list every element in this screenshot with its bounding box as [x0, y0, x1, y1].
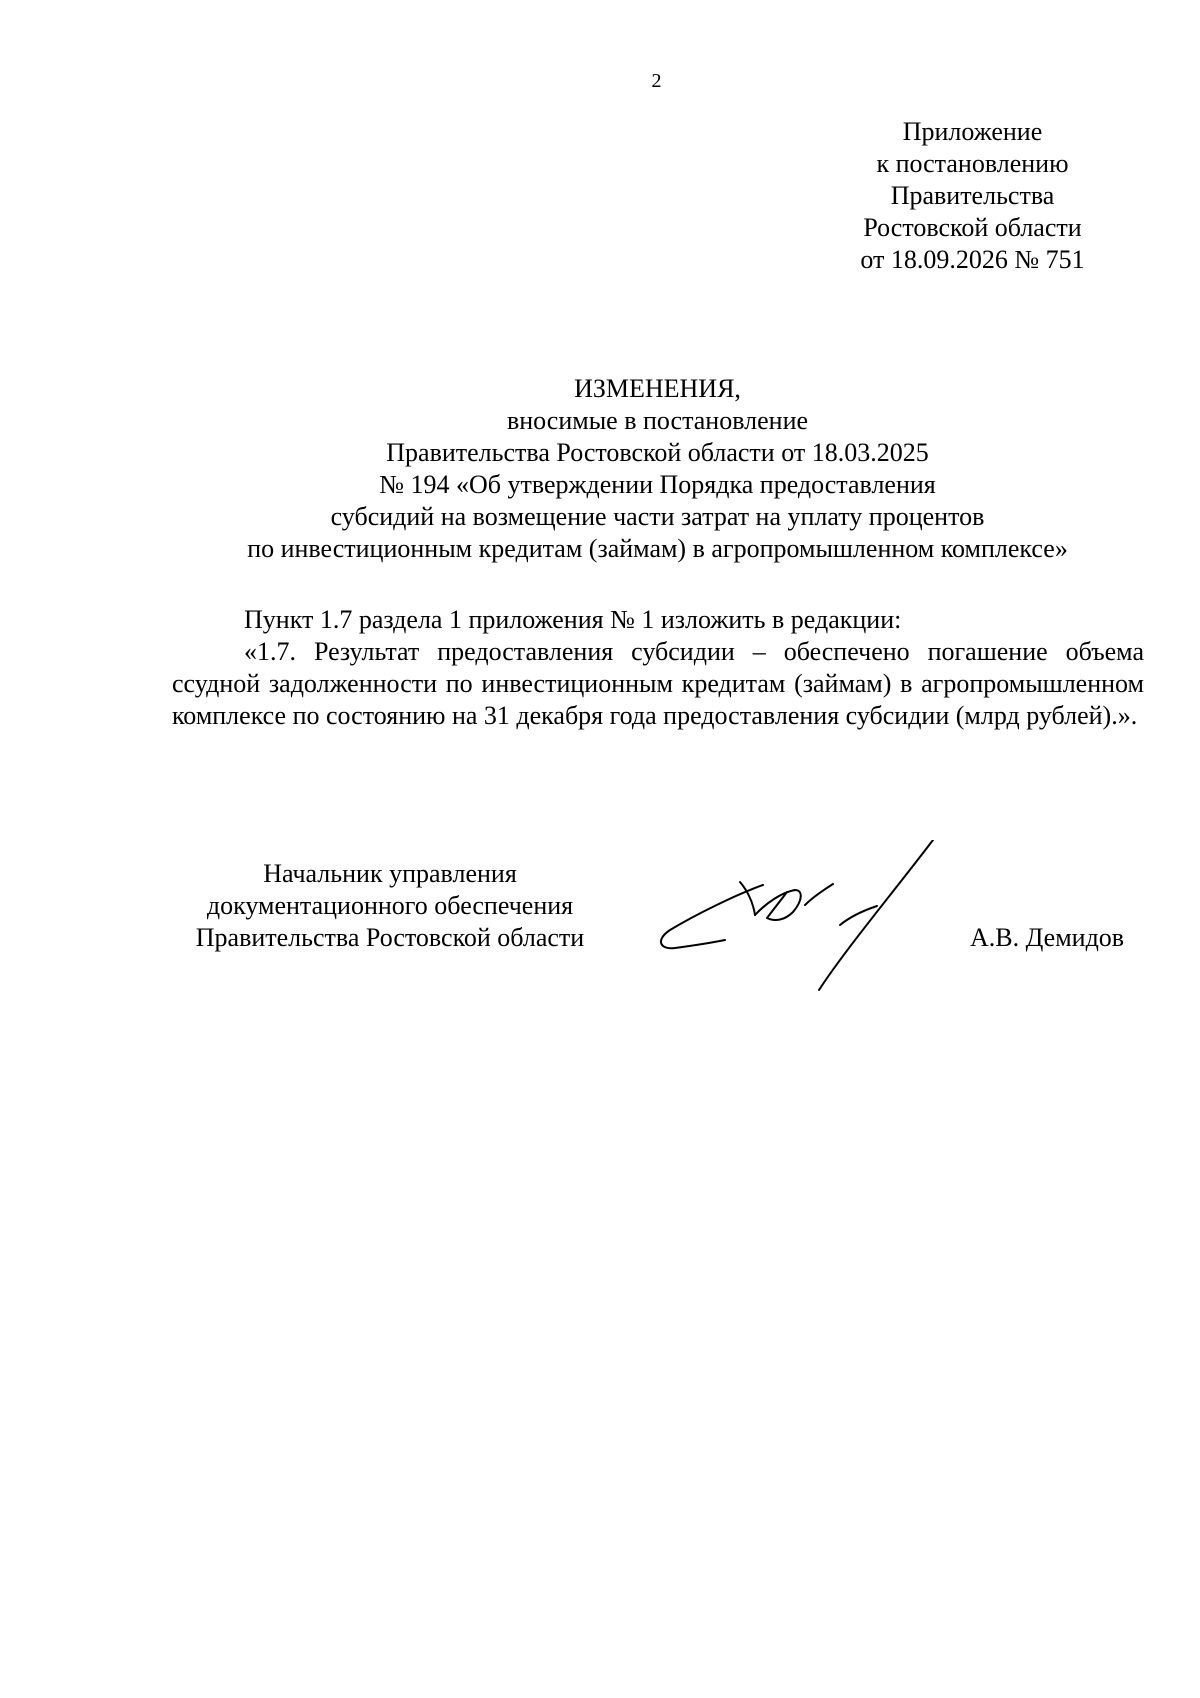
appendix-line: к постановлению — [876, 149, 1069, 178]
title-line: по инвестиционным кредитам (займам) в агропромышленном комплексе» — [247, 534, 1068, 563]
signature-stroke — [740, 882, 755, 915]
appendix-line: Правительства — [890, 181, 1055, 210]
signature-stroke — [840, 906, 877, 925]
appendix-stamp — [820, 116, 1125, 276]
signatory-position — [150, 858, 630, 954]
document-heading: ИЗМЕНЕНИЯ, — [574, 374, 741, 403]
signature-stroke — [819, 840, 933, 990]
document-title-block — [170, 373, 1145, 565]
document-body — [172, 604, 1144, 732]
signatory-name: А.В. Демидов — [970, 923, 1125, 952]
signatory-position-line: Начальник управления — [263, 859, 517, 888]
appendix-line: Приложение — [902, 117, 1043, 146]
signature-stroke — [805, 884, 833, 905]
page-number: 2 — [651, 70, 662, 92]
appendix-line: от 18.09.2026 № 751 — [860, 245, 1085, 274]
signatory-position-line: Правительства Ростовской области — [195, 923, 585, 952]
appendix-line: Ростовской области — [863, 213, 1082, 242]
signature-stroke — [755, 890, 801, 920]
body-paragraph-amendment: «1.7. Результат предоставления субсидии – обеспечено погашение объема ссудной задолженности по инвестиционным кредитам (займам) в агропромышленном комплексе по состоянию на 31 декабря года предоставления субсидии (млрд рублей).». — [172, 637, 1144, 730]
title-line: субсидий на возмещение части затрат на уплату процентов — [330, 502, 985, 531]
title-line: вносимые в постановление — [506, 406, 809, 435]
handwritten-signature — [655, 840, 935, 1000]
title-line: Правительства Ростовской области от 18.03.2025 — [386, 438, 929, 467]
title-line: № 194 «Об утверждении Порядка предоставления — [379, 470, 936, 499]
body-paragraph-intro: Пункт 1.7 раздела 1 приложения № 1 изложить в редакции: — [244, 605, 902, 634]
signatory-position-line: документационного обеспечения — [206, 891, 574, 920]
